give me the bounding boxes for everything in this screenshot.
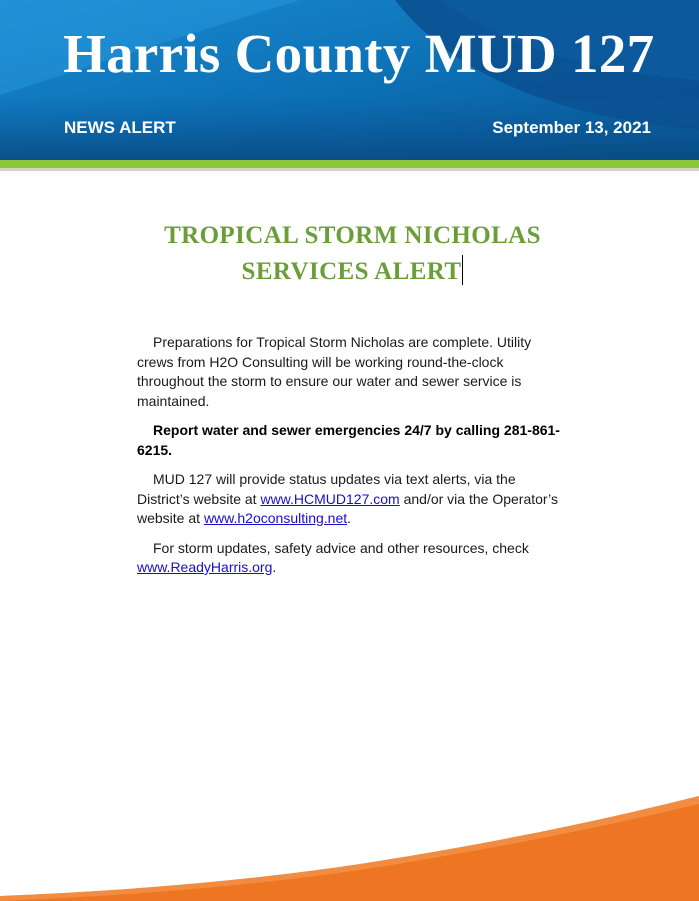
status-text-start: MUD 127 will provide status updates via text alerts, via the District’s website at [137, 471, 516, 507]
text-cursor [462, 255, 463, 285]
paragraph-preparations: Preparations for Tropical Storm Nicholas are complete. Utility crews from H2O Consulting will be working round-the-clock throughout the storm to ensure our water and sewer service is maintained. [137, 334, 532, 409]
gray-divider [0, 168, 699, 171]
headline-line-1: TROPICAL STORM NICHOLAS [164, 222, 541, 249]
resources-text-end: . [272, 559, 277, 575]
green-divider [0, 160, 699, 168]
link-hcmud127[interactable]: www.HCMUD127.com [260, 490, 400, 507]
alert-date: September 13, 2021 [492, 118, 651, 137]
news-alert-label: NEWS ALERT [64, 118, 176, 137]
headline [0, 218, 699, 290]
footer-orange-wave [0, 780, 699, 901]
headline-line-2-wrap [0, 254, 699, 290]
paragraph-emergency-phone: Report water and sewer emergencies 24/7 by calling 281-861-6215. [137, 422, 560, 458]
link-h2oconsulting[interactable]: www.h2oconsulting.net [203, 510, 348, 526]
header-banner [0, 0, 699, 160]
org-title: Harris County MUD 127 [63, 23, 655, 84]
status-text-end: . [347, 510, 352, 526]
article-body [137, 333, 569, 588]
resources-text-start: For storm updates, safety advice and other resources, check [153, 539, 529, 556]
status-text-middle: and/or via the Operator’s website at [137, 490, 558, 526]
headline-line-2: SERVICES ALERT [241, 258, 462, 285]
paragraph-storm-resources [137, 539, 569, 578]
link-readyharris[interactable]: www.ReadyHarris.org [137, 559, 273, 575]
paragraph-status-updates [137, 470, 569, 529]
